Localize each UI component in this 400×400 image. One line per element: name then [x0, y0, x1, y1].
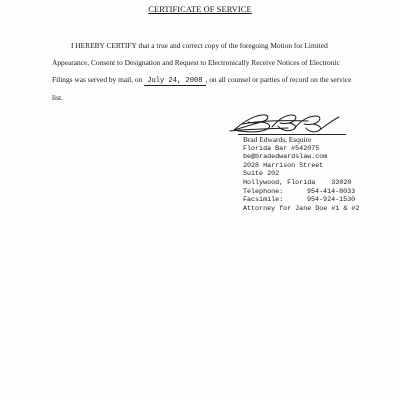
certificate-heading: CERTIFICATE OF SERVICE: [148, 5, 252, 14]
handwritten-signature: [228, 111, 342, 135]
florida-bar-number: Florida Bar #542075: [243, 144, 320, 153]
telephone-row: [243, 188, 359, 197]
certify-line-3-end: , on all counsel or parties of record on the service: [205, 75, 352, 84]
certify-line-4: list.: [52, 93, 63, 102]
attorney-name: Brad Edwards, Esquire: [243, 135, 312, 144]
suite: Suite 202: [243, 170, 280, 179]
facsimile-number: 954-924-1530: [307, 196, 356, 205]
facsimile-row: [243, 196, 359, 205]
email-address: be@bradedwardslaw.com: [243, 153, 328, 162]
certify-line-3: [52, 75, 351, 86]
signature-block: [243, 136, 359, 213]
telephone-label: Telephone:: [243, 187, 284, 196]
certify-line-2: Appearance, Consent to Designation and Request to Electronically Receive Notices of Electronic: [52, 58, 340, 67]
telephone-number: 954-414-8033: [307, 187, 356, 196]
street-address: 2028 Harrison Street: [243, 161, 324, 170]
facsimile-label: Facsimile:: [243, 196, 284, 205]
certify-line-1: I HEREBY CERTIFY that a true and correct copy of the foregoing Motion for Limited: [71, 41, 328, 50]
city-state-zip: Hollywood, Florida 33020: [243, 178, 352, 187]
attorney-role: Attorney for Jane Doe #1 & #2: [243, 204, 360, 213]
certify-line-3-start: Filings was served by mail, on: [52, 75, 143, 84]
service-date: July 24, 2008: [144, 78, 205, 86]
